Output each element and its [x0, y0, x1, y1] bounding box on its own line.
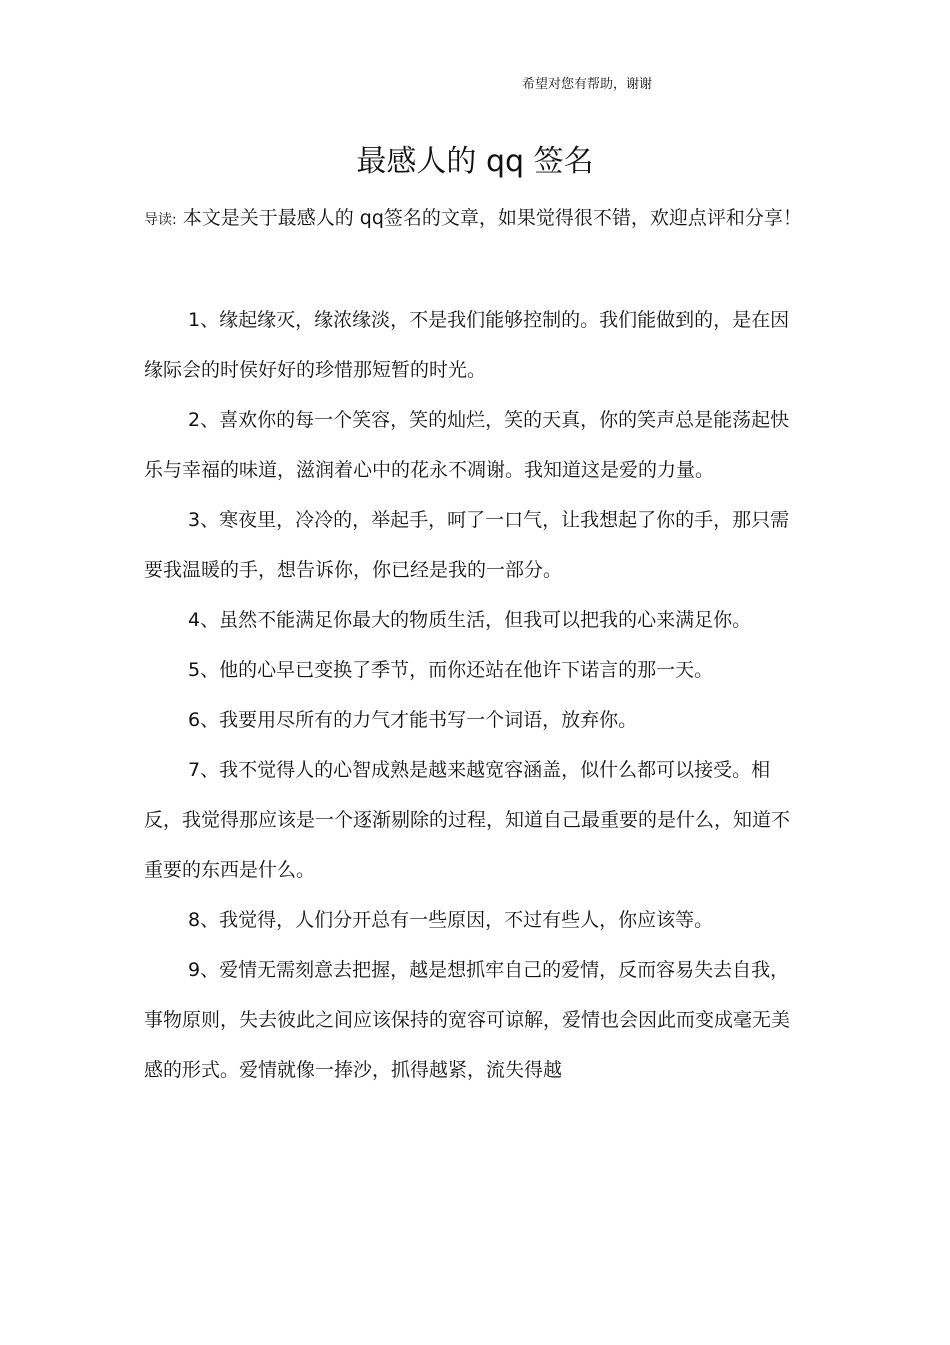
list-item: 2、喜欢你的每一个笑容，笑的灿烂，笑的天真，你的笑声总是能荡起快乐与幸福的味道，滋润着心中的花永不凋谢。我知道这是爱的力量。	[144, 409, 790, 481]
list-item: 6、我要用尽所有的力气才能书写一个词语，放弃你。	[188, 709, 638, 731]
list-item: 3、寒夜里，冷冷的，举起手，呵了一口气，让我想起了你的手，那只需要我温暖的手，想告诉你，你已经是我的一部分。	[144, 509, 790, 581]
header-note: 希望对您有帮助，谢谢	[522, 77, 653, 92]
signature-list	[144, 295, 804, 1095]
list-item: 1、缘起缘灭，缘浓缘淡，不是我们能够控制的。我们能做到的，是在因缘际会的时侯好好的珍惜那短暂的时光。	[144, 309, 790, 381]
intro-label: 导读:	[144, 212, 177, 228]
list-item: 7、我不觉得人的心智成熟是越来越宽容涵盖，似什么都可以接受。相反，我觉得那应该是一个逐渐剔除的过程，知道自己最重要的是什么，知道不重要的东西是什么。	[144, 759, 791, 881]
intro-text: 本文是关于最感人的 qq签名的文章，如果觉得很不错，欢迎点评和分享！	[182, 207, 802, 229]
page-title: 最感人的 qq 签名	[356, 144, 594, 179]
list-item: 9、爱情无需刻意去把握，越是想抓牢自己的爱情，反而容易失去自我，事物原则，失去彼此之间应该保持的宽容可谅解，爱情也会因此而变成毫无美感的形式。爱情就像一捧沙，抓得越紧，流失得越	[144, 959, 791, 1081]
list-item: 8、我觉得，人们分开总有一些原因，不过有些人，你应该等。	[188, 909, 714, 931]
intro-section	[144, 193, 804, 245]
intro-paragraph	[144, 193, 804, 245]
list-item: 5、他的心早已变换了季节，而你还站在他许下诺言的那一天。	[188, 659, 714, 681]
list-item: 4、虽然不能满足你最大的物质生活，但我可以把我的心来满足你。	[188, 609, 752, 631]
